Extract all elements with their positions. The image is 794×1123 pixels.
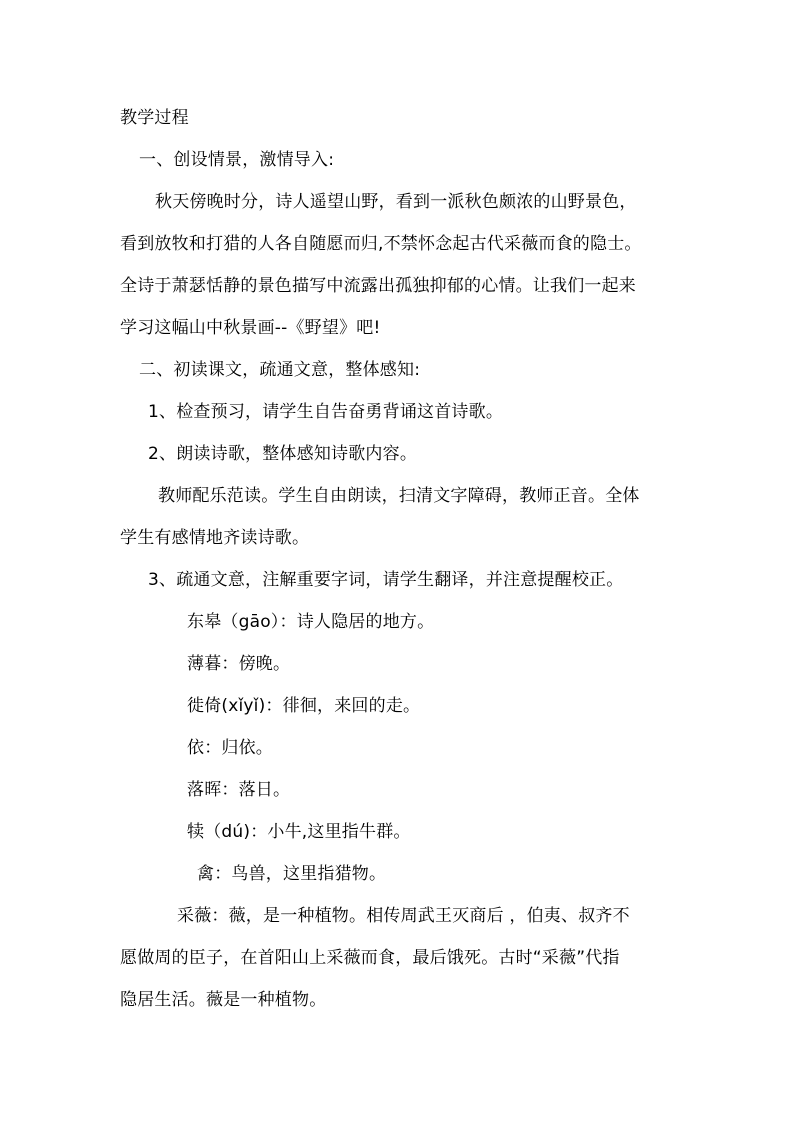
section-1-paragraph-line-2: 看到放牧和打猎的人各自随愿而归,不禁怀念起古代采薇而食的隐士。 [120,234,642,254]
section-1-title: 一、创设情景，激情导入: [139,150,335,170]
glossary-item: 依：归依。 [187,738,273,758]
glossary-item: 犊（dú)：小牛,这里指牛群。 [187,822,411,842]
section-1-paragraph-line-1: 秋天傍晚时分，诗人遥望山野，看到一派秋色颇浓的山野景色， [155,192,637,212]
document-heading: 教学过程 [120,108,189,128]
glossary-item: 落晖：落日。 [187,780,291,800]
caiwei-note-line-3: 隐居生活。薇是一种植物。 [120,990,327,1010]
caiwei-note-line-2: 愿做周的臣子，在首阳山上采薇而食，最后饿死。古时“采薇”代指 [120,948,620,968]
glossary-item: 徙倚(xǐyǐ)：徘徊，来回的走。 [187,696,421,716]
step-1-text: 1、检查预习，请学生自告奋勇背诵这首诗歌。 [148,402,504,422]
step-2-paragraph-line-1: 教师配乐范读。学生自由朗读，扫清文字障碍，教师正音。全体 [158,486,640,506]
section-2-title: 二、初读课文，疏通文意，整体感知: [139,360,421,380]
glossary-item: 禽：鸟兽，这里指猎物。 [197,864,387,884]
glossary-item: 东皋（gāo）：诗人隐居的地方。 [187,612,435,632]
glossary-item: 薄暮：傍晚。 [187,654,291,674]
caiwei-note-line-1: 采薇：薇，是一种植物。相传周武王灭商后 ，伯夷、叔齐不 [177,906,630,926]
section-1-paragraph-line-3: 全诗于萧瑟恬静的景色描写中流露出孤独抑郁的心情。让我们一起来 [120,276,636,296]
step-2-text: 2、朗读诗歌，整体感知诗歌内容。 [148,444,418,464]
step-2-paragraph-line-2: 学生有感情地齐读诗歌。 [120,528,310,548]
section-1-paragraph-line-4: 学习这幅山中秋景画--《野望》吧! [120,318,381,338]
step-3-text: 3、疏通文意，注解重要字词，请学生翻译，并注意提醒校正。 [148,570,624,590]
